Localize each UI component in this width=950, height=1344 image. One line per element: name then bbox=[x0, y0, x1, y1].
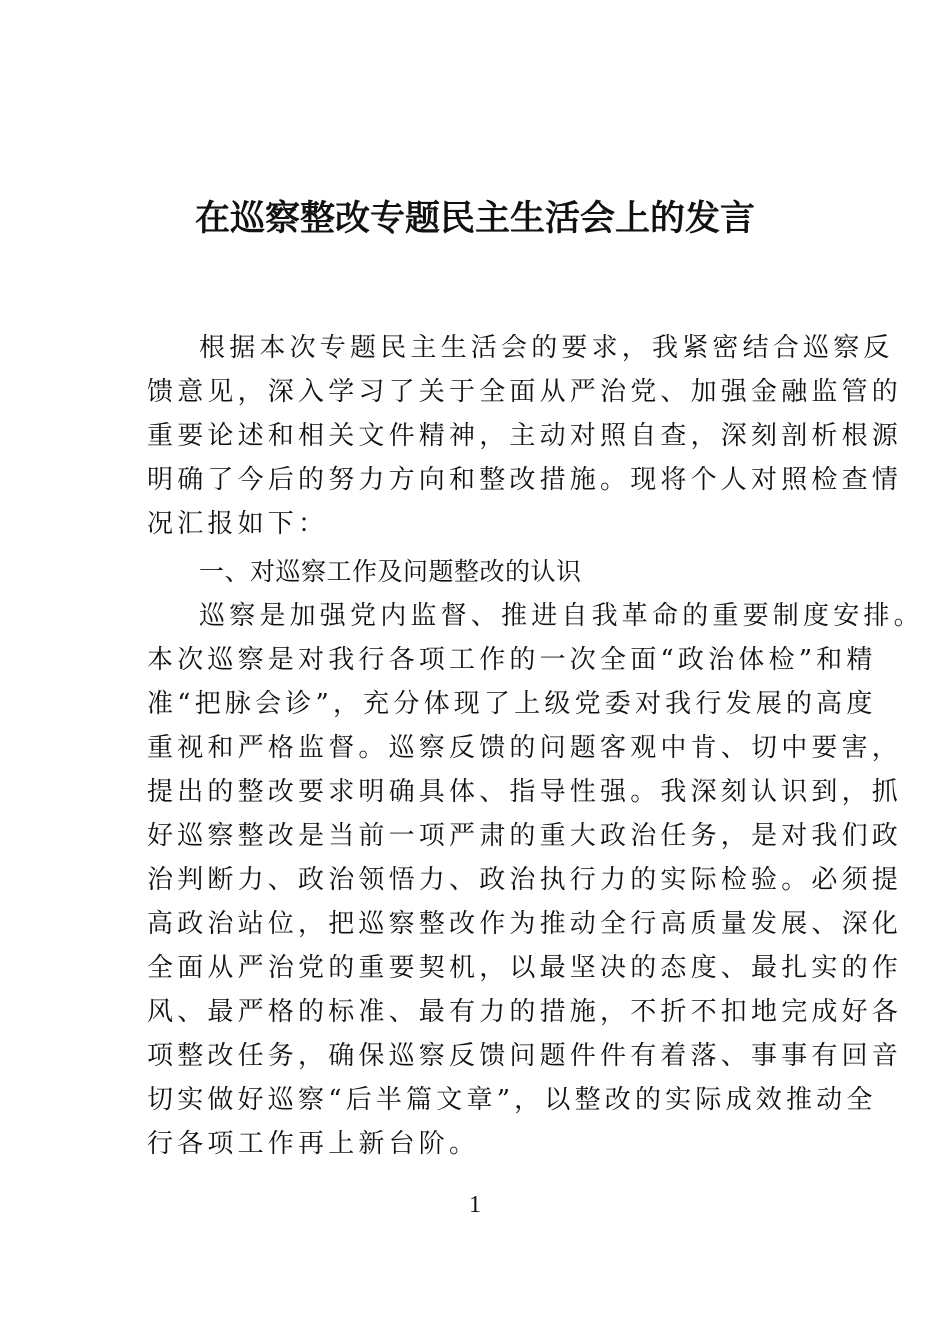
body-line: 提出的整改要求明确具体、指导性强。我深刻认识到，抓 bbox=[147, 777, 903, 807]
body-line: 全面从严治党的重要契机，以最坚决的态度、最扎实的作 bbox=[147, 953, 903, 983]
body-line: 治判断力、政治领悟力、政治执行力的实际检验。必须提 bbox=[147, 865, 903, 895]
intro-line: 况汇报如下： bbox=[147, 509, 329, 539]
body-line: 本次巡察是对我行各项工作的一次全面“政治体检”和精 bbox=[147, 645, 877, 675]
body-line: 风、最严格的标准、最有力的措施，不折不扣地完成好各 bbox=[147, 997, 903, 1027]
intro-line: 馈意见，深入学习了关于全面从严治党、加强金融监管的 bbox=[147, 377, 903, 407]
body-line: 好巡察整改是当前一项严肃的重大政治任务，是对我们政 bbox=[147, 821, 903, 851]
intro-line: 重要论述和相关文件精神，主动对照自查，深刻剖析根源 bbox=[147, 421, 903, 451]
body-line: 巡察是加强党内监督、推进自我革命的重要制度安排。 bbox=[199, 601, 924, 631]
intro-line: 明确了今后的努力方向和整改措施。现将个人对照检查情 bbox=[147, 465, 903, 495]
body-line: 行各项工作再上新台阶。 bbox=[147, 1129, 480, 1159]
body-line: 切实做好巡察“后半篇文章”，以整改的实际成效推动全 bbox=[147, 1085, 877, 1115]
body-line: 准“把脉会诊”，充分体现了上级党委对我行发展的高度 bbox=[147, 689, 877, 719]
body-line: 项整改任务，确保巡察反馈问题件件有着落、事事有回音 bbox=[147, 1041, 903, 1071]
document-title: 在巡察整改专题民主生活会上的发言 bbox=[194, 198, 755, 239]
body-line: 高政治站位，把巡察整改作为推动全行高质量发展、深化 bbox=[147, 909, 903, 939]
page-number: 1 bbox=[469, 1192, 481, 1218]
section-heading: 一、对巡察工作及问题整改的认识 bbox=[199, 557, 582, 586]
body-line: 重视和严格监督。巡察反馈的问题客观中肯、切中要害， bbox=[147, 733, 903, 763]
intro-line: 根据本次专题民主生活会的要求，我紧密结合巡察反 bbox=[199, 333, 894, 363]
